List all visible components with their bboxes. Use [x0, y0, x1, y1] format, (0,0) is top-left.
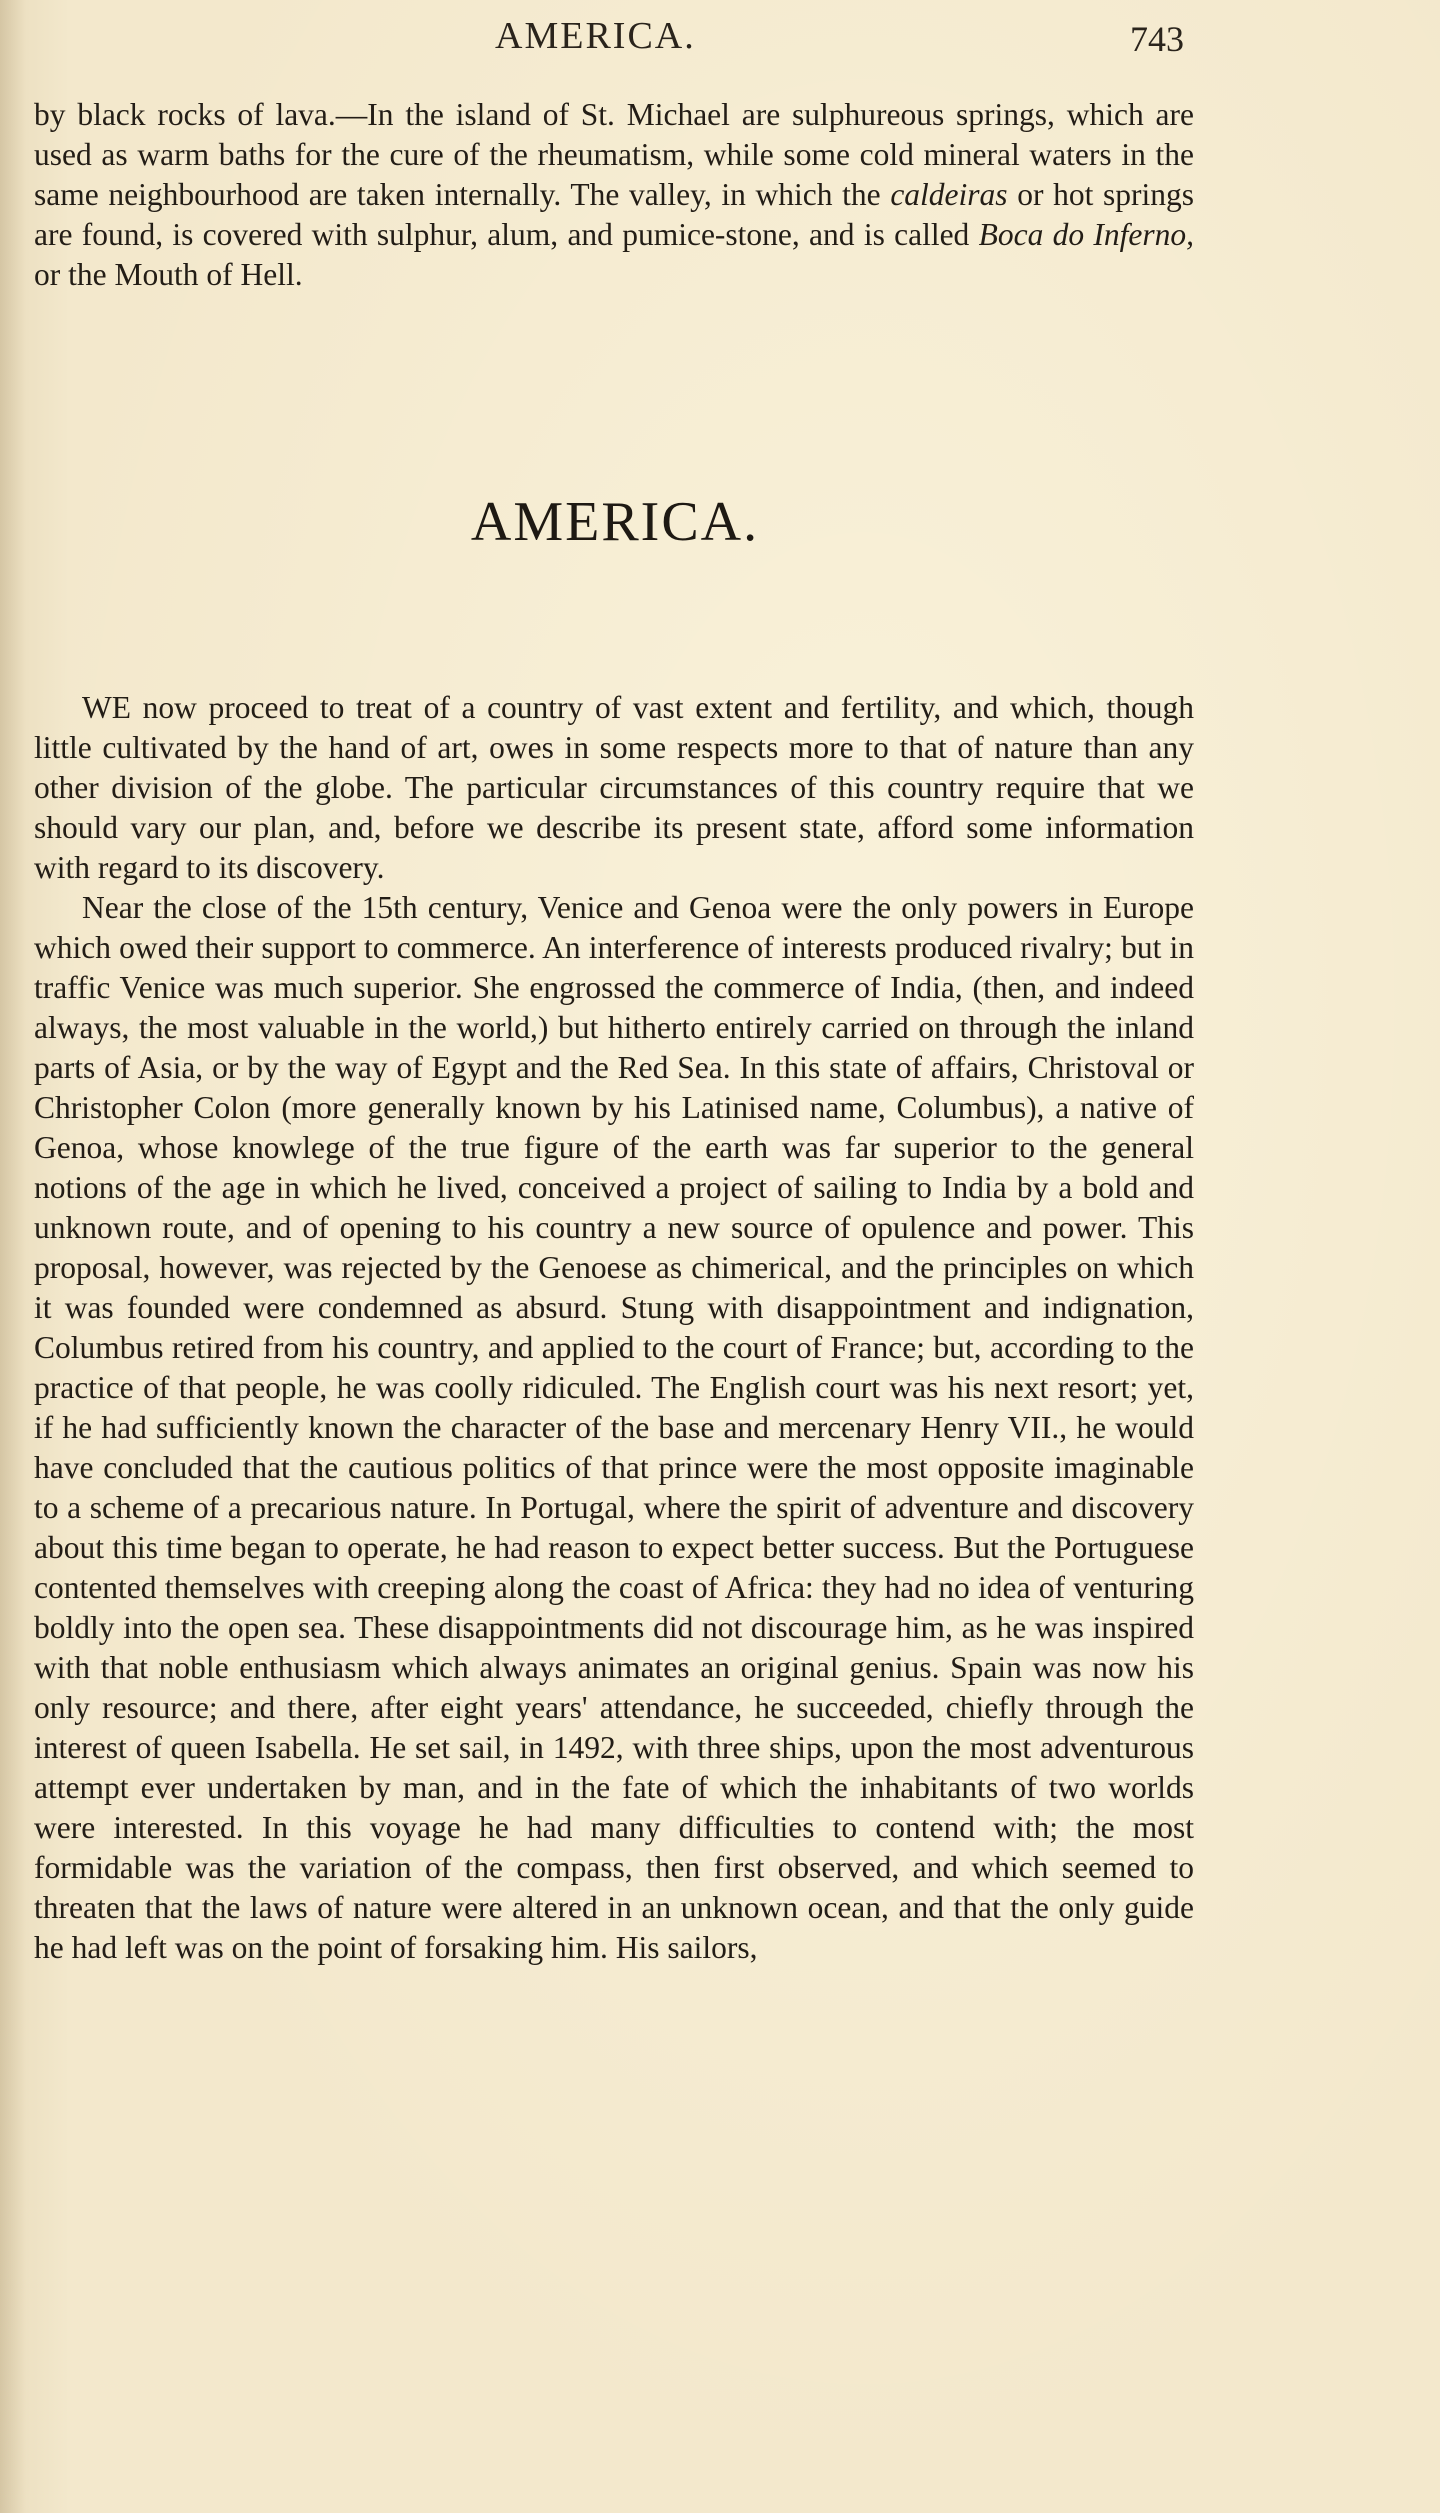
continued-paragraph	[34, 95, 1194, 295]
continuation-text-end: or the Mouth of Hell.	[34, 257, 303, 292]
boca-do-inferno-term: Boca do Inferno,	[978, 217, 1194, 252]
page-number: 743	[1130, 19, 1184, 59]
continuation-text-start: by black rocks of lava.—In the island of St. Michael are sulphureous springs, which are used as warm baths for the cure of the rheumatism, while some cold mineral waters in the same neighbourhood are taken internally. The valley, in which the	[34, 97, 1194, 212]
binding-shadow	[0, 0, 26, 2513]
continued-paragraph-text	[34, 95, 1194, 295]
paragraph-intro: WE now proceed to treat of a country of vast extent and fertility, and which, though little cultivated by the hand of art, owes in some respects more to that of nature than any other division of the globe. The particular circumstances of this country require that we should vary our plan, and, before we describe its present state, afford some information with regard to its discovery.	[34, 690, 1194, 885]
running-head	[0, 14, 1440, 64]
continuation-text-middle: or hot springs are found, is covered with sulphur, alum, and pumice-stone, and is called	[34, 177, 1194, 252]
section-body	[34, 688, 1194, 1968]
section-heading: AMERICA.	[470, 491, 760, 553]
running-title: AMERICA.	[495, 15, 696, 57]
caldeiras-term: caldeiras	[890, 177, 1008, 212]
paragraph-columbus: Near the close of the 15th century, Venice and Genoa were the only powers in Europe which owed their support to commerce. An interference of interests produced rivalry; but in traffic Venice was much superior. She engrossed the commerce of India, (then, and indeed always, the most valuable in the world,) but hitherto entirely carried on through the inland parts of Asia, or by the way of Egypt and the Red Sea. In this state of affairs, Christoval or Christopher Colon (more generally known by his Latinised name, Columbus), a native of Genoa, whose knowlege of the true figure of the earth was far superior to the general notions of the age in which he lived, conceived a project of sailing to India by a bold and unknown route, and of opening to his country a new source of opulence and power. This proposal, however, was rejected by the Genoese as chimerical, and the principles on which it was founded were condemned as absurd. Stung with disappointment and indignation, Columbus retired from his country, and applied to the court of France; but, according to the practice of that people, he was coolly ridiculed. The English court was his next resort; yet, if he had sufficiently known the character of the base and mercenary Henry VII., he would have concluded that the cautious politics of that prince were the most opposite imaginable to a scheme of a precarious nature. In Portugal, where the spirit of adventure and discovery about this time began to operate, he had reason to expect better success. But the Portuguese contented themselves with creeping along the coast of Africa: they had no idea of venturing boldly into the open sea. These disappointments did not discourage him, as he was inspired with that noble enthusiasm which always animates an original genius. Spain was now his only resource; and there, after eight years' attendance, he succeeded, chiefly through the interest of queen Isabella. He set sail, in 1492, with three ships, upon the most adventurous attempt ever undertaken by man, and in the fate of which the inhabitants of two worlds were interested. In this voyage he had many difficulties to contend with; the most formidable was the variation of the compass, then first observed, and which seemed to threaten that the laws of nature were altered in an unknown ocean, and that the only guide he had left was on the point of forsaking him. His sailors,	[34, 890, 1194, 1965]
